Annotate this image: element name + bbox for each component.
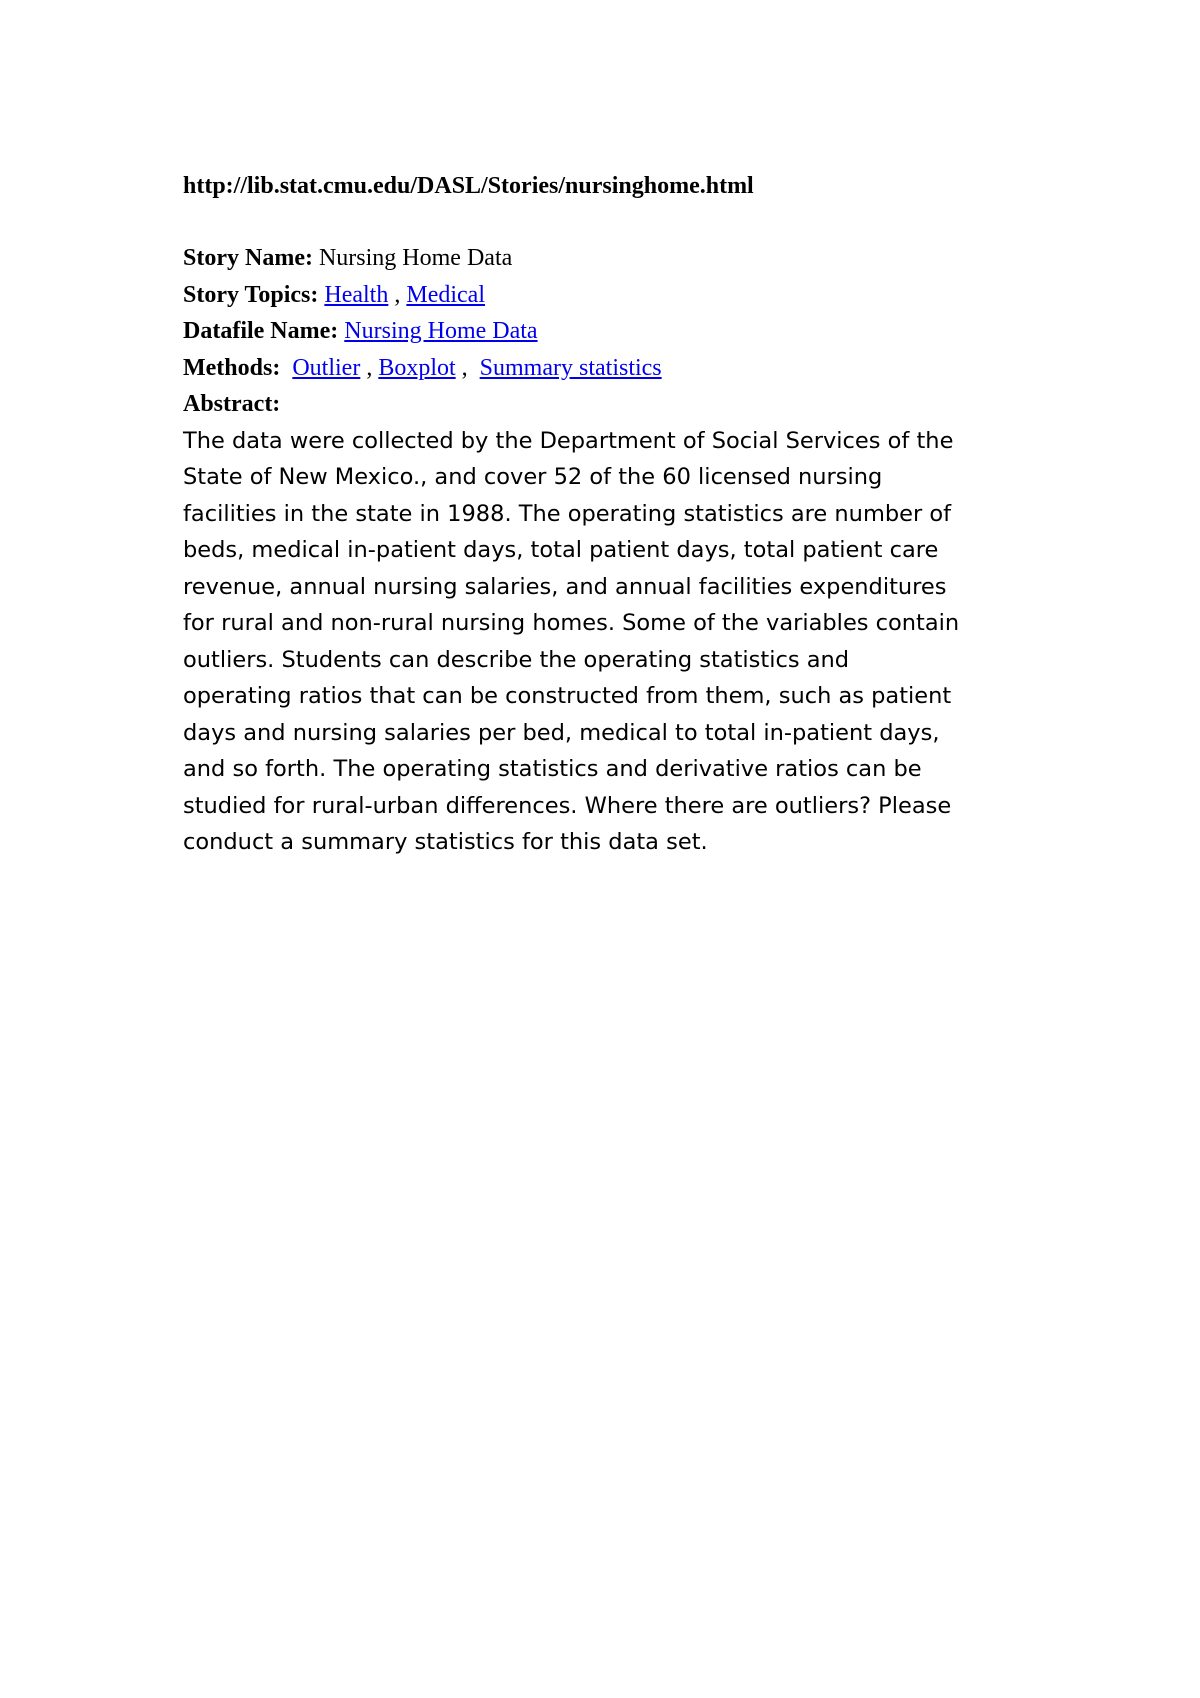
abstract-line: State of New Mexico., and cover 52 of the 60 licensed nursing — [183, 464, 883, 490]
abstract-line: for rural and non-rural nursing homes. Some of the variables contain — [183, 610, 960, 636]
datafile-link[interactable]: Nursing Home Data — [344, 318, 538, 344]
datafile-name-row — [183, 313, 1063, 350]
story-name-row — [183, 240, 1063, 277]
abstract-line: and so forth. The operating statistics and derivative ratios can be — [183, 756, 922, 782]
datafile-name-label: Datafile Name: — [183, 318, 339, 344]
abstract-line: revenue, annual nursing salaries, and annual facilities expenditures — [183, 573, 947, 600]
method-link-outlier[interactable]: Outlier — [292, 354, 361, 381]
abstract-line: conduct a summary statistics for this data set. — [183, 829, 708, 855]
abstract-line: facilities in the state in 1988. The operating statistics are number of — [183, 500, 952, 527]
abstract-line: beds, medical in-patient days, total patient days, total patient care — [183, 537, 939, 563]
abstract-line: operating ratios that can be constructed from them, such as patient — [183, 683, 952, 709]
topic-link-medical[interactable]: Medical — [406, 281, 485, 308]
abstract-line: studied for rural-urban differences. Where there are outliers? Please — [183, 792, 952, 819]
methods-row: Methods: Outlier , Boxplot , Summary statistics — [183, 354, 662, 381]
abstract-heading-row — [183, 386, 1063, 423]
document-page — [183, 168, 1063, 861]
abstract-label: Abstract: — [183, 391, 281, 417]
abstract-line: days and nursing salaries per bed, medical to total in-patient days, — [183, 719, 940, 746]
topic-link-health[interactable]: Health — [324, 281, 389, 308]
method-link-boxplot[interactable]: Boxplot — [378, 354, 456, 381]
story-name-value: Nursing Home Data — [318, 245, 513, 271]
source-url: http://lib.stat.cmu.edu/DASL/Stories/nursinghome.html — [183, 173, 754, 199]
story-topics-label: Story Topics: — [183, 281, 319, 308]
story-topics-row: Story Topics: Health , Medical — [183, 281, 485, 308]
abstract-text — [183, 423, 1063, 861]
method-link-summary-statistics[interactable]: Summary statistics — [479, 354, 662, 381]
abstract-line: outliers. Students can describe the operating statistics and — [183, 646, 850, 673]
abstract-line: The data were collected by the Department of Social Services of the — [183, 427, 954, 454]
story-name-label: Story Name: — [183, 245, 313, 271]
methods-label: Methods: — [183, 354, 281, 381]
